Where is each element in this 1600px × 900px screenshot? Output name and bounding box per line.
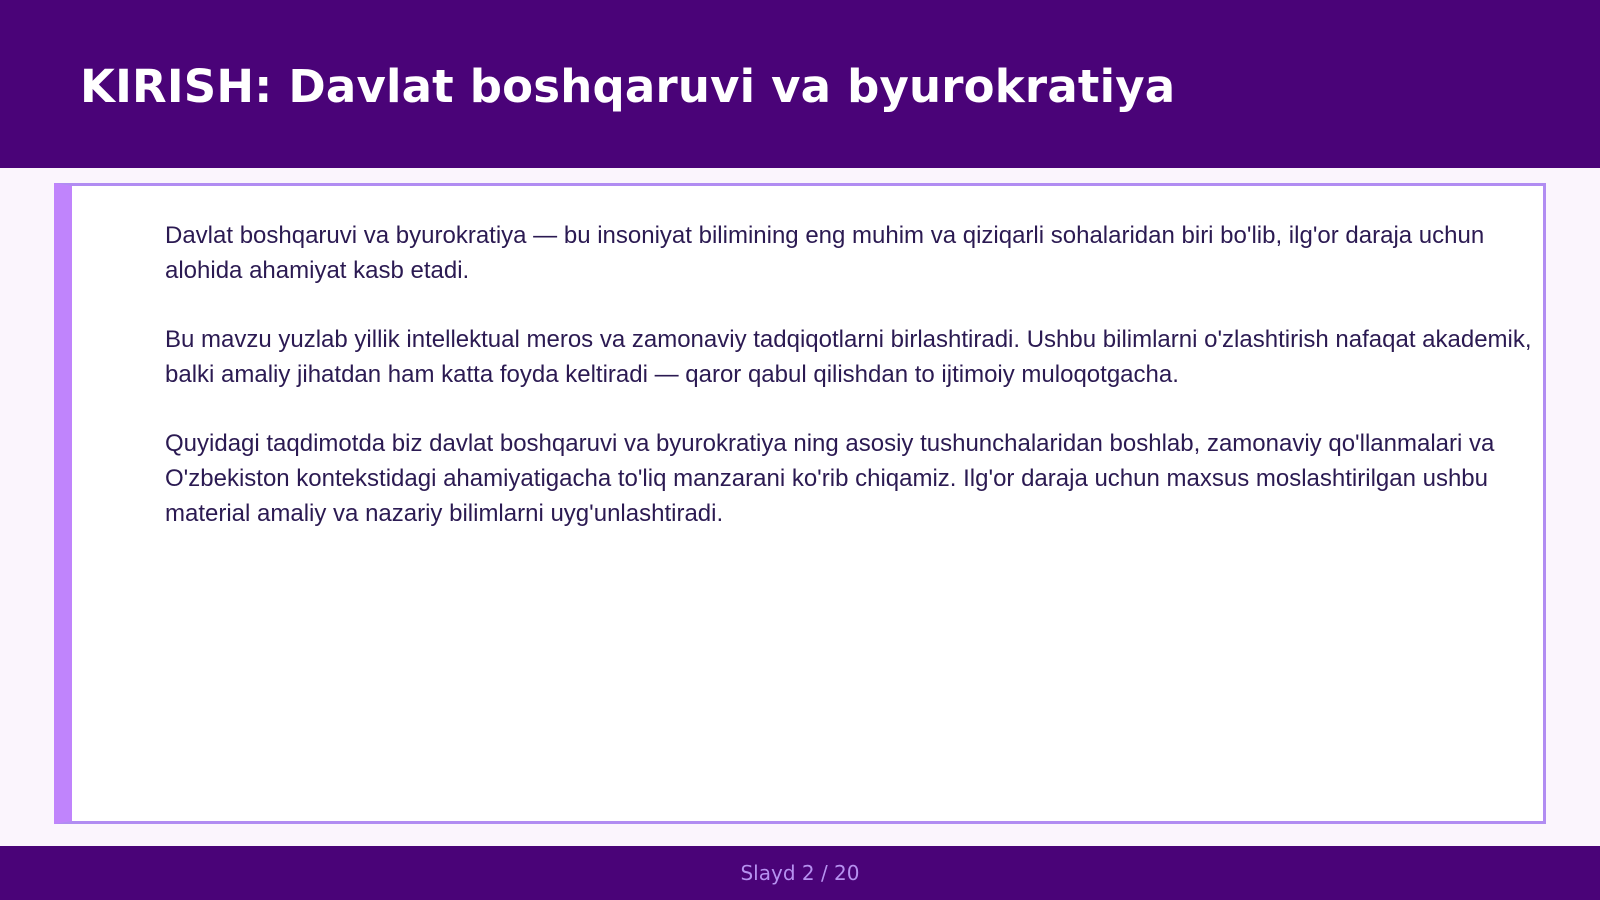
paragraph: Bu mavzu yuzlab yillik intellektual meros va zamonaviy tadqiqotlarni birlashtiradi. Ushbu bilimlarni o'zlashtirish nafaqat akademik, balki amaliy jihatdan ham katta foyda keltiradi — qaror qabul qilishdan to ijtimoiy muloqotgacha.	[165, 326, 1532, 388]
paragraph: Davlat boshqaruvi va byurokratiya — bu insoniyat bilimining eng muhim va qiziqarli sohalaridan biri bo'lib, ilg'or daraja uchun alohida ahamiyat kasb etadi.	[165, 222, 1485, 284]
slide-header	[0, 0, 1600, 168]
paragraph: Quyidagi taqdimotda biz davlat boshqaruvi va byurokratiya ning asosiy tushunchalaridan boshlab, zamonaviy qo'llanmalari va O'zbekiston kontekstidagi ahamiyatigacha to'liq manzarani ko'rib chiqamiz. Ilg'or daraja uchun maxsus moslashtirilgan ushbu material amaliy va nazariy bilimlarni uyg'unlashtiradi.	[165, 430, 1495, 527]
content-card	[54, 183, 1546, 824]
slide-counter: Slayd 2 / 20	[740, 861, 860, 885]
slide-footer	[0, 846, 1600, 900]
body-text	[165, 218, 1550, 565]
slide-title: KIRISH: Davlat boshqaruvi va byurokratiya	[80, 60, 1176, 113]
